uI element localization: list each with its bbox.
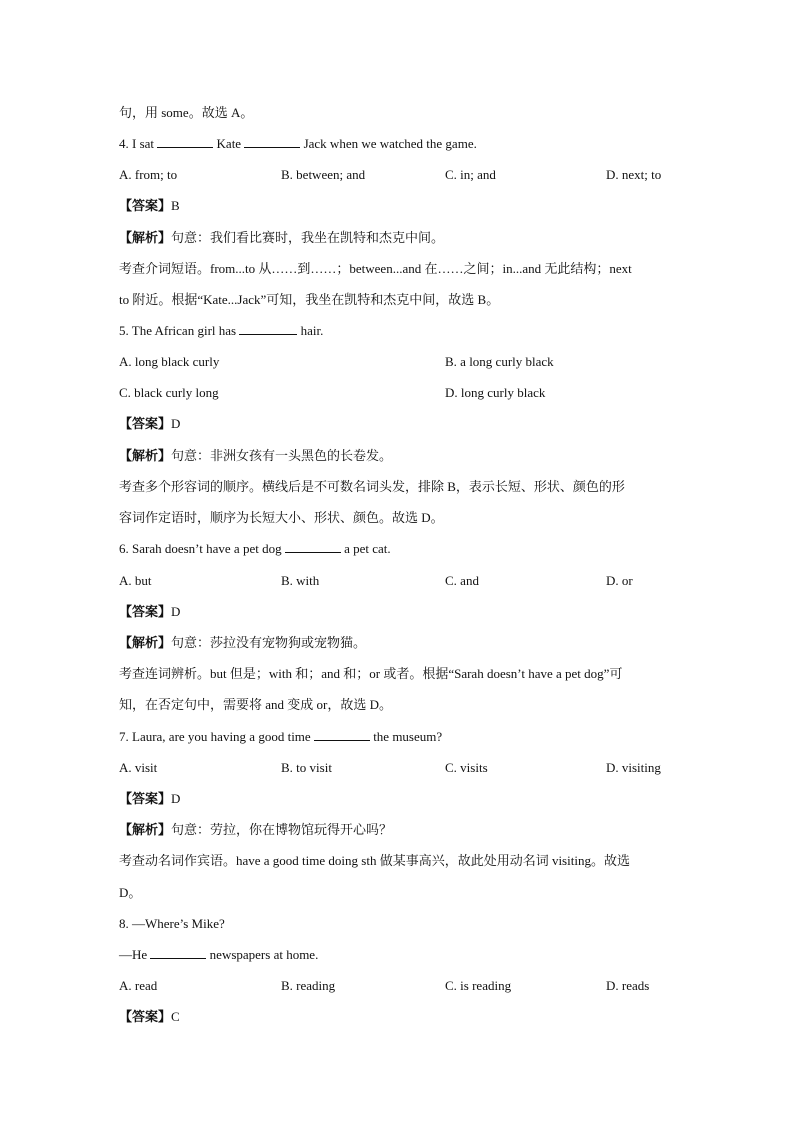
text-line [119,884,679,902]
answer-label: 【答案】 [119,791,172,806]
text-line [119,696,679,714]
question-4 [119,135,679,153]
blank [150,946,206,959]
question-6 [119,540,679,558]
answer-line [119,790,679,808]
text: hair. [297,323,324,338]
answer-value: D [171,416,181,431]
option-d: D. or [606,573,633,588]
text: —He [119,947,151,962]
text-line [119,291,679,309]
blank [244,135,300,148]
text: 8. —Where’s Mike? [119,916,225,931]
text: 句意：我们看比赛时，我坐在凯特和杰克中间。 [171,230,445,245]
explanation-line [119,447,679,465]
text: to 附近。根据“Kate...Jack”可知，我坐在凯特和杰克中间，故选 B。 [119,292,500,307]
option-b: B. a long curly black [445,354,554,369]
text: 句意：莎拉没有宠物狗或宠物猫。 [171,635,367,650]
text: Jack when we watched the game. [300,136,477,151]
option-a: A. read [119,978,158,993]
answer-value: C [171,1009,180,1024]
text: 知，在否定句中，需要将 and 变成 or，故选 D。 [119,697,392,712]
question-8 [119,915,679,933]
text: 考查动名词作宾语。have a good time doing sth 做某事高兴，故此处用动名词 visiting。故选 [119,853,630,868]
option-b: B. between; and [281,167,366,182]
answer-label: 【答案】 [119,416,172,431]
option-d: D. reads [606,978,650,993]
explanation-label: 【解析】 [119,448,172,463]
explanation-label: 【解析】 [119,822,172,837]
option-a: A. from; to [119,167,178,182]
option-b: B. reading [281,978,336,993]
explanation-line [119,821,679,839]
answer-value: D [171,604,181,619]
answer-value: B [171,198,180,213]
text: a pet cat. [340,541,391,556]
text: D。 [119,885,142,900]
explanation-line [119,229,679,247]
text: 容词作定语时，顺序为长短大小、形状、颜色。故选 D。 [119,510,444,525]
option-c: C. in; and [445,167,496,182]
text: 句，用 some。故选 A。 [119,105,254,120]
answer-label: 【答案】 [119,1009,172,1024]
text: 句意：劳拉，你在博物馆玩得开心吗？ [171,822,393,837]
answer-line [119,197,679,215]
text-line [119,852,679,870]
option-c: C. visits [445,760,488,775]
answer-value: D [171,791,181,806]
text-line [119,946,679,964]
question-5 [119,322,679,340]
answer-line [119,415,679,433]
text: 4. I sat [119,136,158,151]
text: 5. The African girl has [119,323,240,338]
option-a: A. visit [119,760,158,775]
answer-label: 【答案】 [119,198,172,213]
blank [157,135,213,148]
option-d: D. long curly black [445,385,546,400]
text: newspapers at home. [206,947,319,962]
text: the museum? [369,729,443,744]
option-b: B. with [281,573,320,588]
text: 考查多个形容词的顺序。横线后是不可数名词头发，排除 B，表示长短、形状、颜色的形 [119,479,625,494]
text-line [119,509,679,527]
option-d: D. visiting [606,760,661,775]
option-b: B. to visit [281,760,332,775]
text: 考查连词辨析。but 但是；with 和；and 和；or 或者。根据“Sarah doesn’t have a pet dog”可 [119,666,623,681]
text-line [119,665,679,683]
option-a: A. but [119,573,152,588]
explanation-label: 【解析】 [119,635,172,650]
text: Kate [213,136,245,151]
option-c: C. and [445,573,479,588]
blank [285,540,341,553]
question-7 [119,728,679,746]
text-line [119,260,679,278]
text: 句意：非洲女孩有一头黑色的长卷发。 [171,448,393,463]
explanation-line [119,634,679,652]
text: 7. Laura, are you having a good time [119,729,314,744]
option-c: C. black curly long [119,385,219,400]
answer-label: 【答案】 [119,604,172,619]
answer-line [119,603,679,621]
option-a: A. long black curly [119,354,220,369]
answer-line [119,1008,679,1026]
text-line [119,104,679,122]
option-c: C. is reading [445,978,512,993]
option-d: D. next; to [606,167,662,182]
text-line [119,478,679,496]
text: 6. Sarah doesn’t have a pet dog [119,541,285,556]
explanation-label: 【解析】 [119,230,172,245]
text: 考查介词短语。from...to 从……到……；between...and 在……之间；in...and 无此结构；next [119,261,632,276]
blank [239,322,297,335]
blank [314,728,370,741]
